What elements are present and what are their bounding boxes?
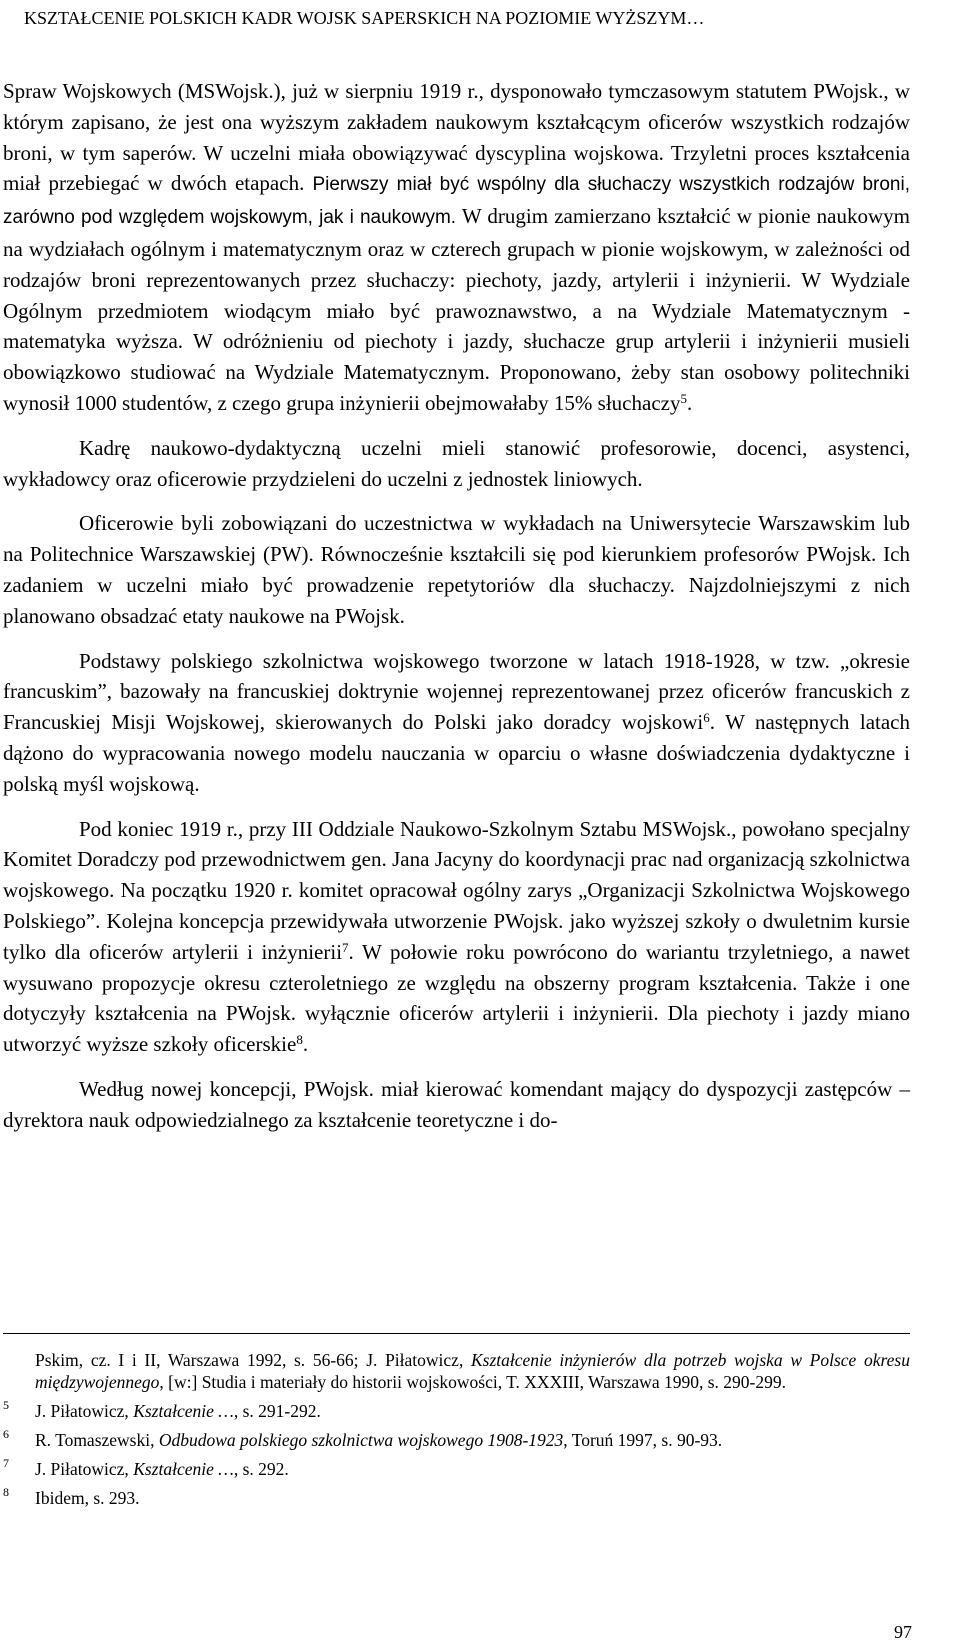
footnote-6: 6 R. Tomaszewski, Odbudowa polskiego szkolnictwa wojskowego 1908-1923, Toruń 1997, s. 90-93. <box>3 1429 910 1451</box>
footnote-7: 7 J. Piłatowicz, Kształcenie …, s. 292. <box>3 1458 910 1480</box>
footnote-mark: 5 <box>3 1398 9 1412</box>
footnote-mark: 8 <box>3 1485 9 1499</box>
footnote-mark: 7 <box>3 1456 9 1470</box>
footnote-8: 8 Ibidem, s. 293. <box>3 1487 910 1509</box>
footnote-ref-6[interactable]: 6 <box>703 710 710 726</box>
paragraph-3: Oficerowie byli zobowiązani do uczestnictwa w wykładach na Uniwersytecie Warszawskim lub na Politechnice Warszawskiej (PW). Równocześnie kształcili się pod kierunkiem profesorów PWojsk. Ich zadaniem w uczelni miało być prowadzenie repetytoriów dla słuchaczy. Najzdolniejszymi z nich planowano obsadzać etaty naukowe na PWojsk. <box>3 511 910 628</box>
paragraph-4: Podstawy polskiego szkolnictwa wojskowego tworzone w latach 1918-1928, w tzw. „okresie francuskim”, bazowały na francuskiej doktrynie wojennej reprezentowanej przez oficerów francuskich z Francuskiej Misji Wojskowej, skierowanych do Polski jako doradcy wojskowi$^6$. W następnych latach dążono do wypracowania nowego modelu nauczania w oparciu o własne doświadczenia dydaktyczne i polską myśl wojskową. <box>3 648 910 796</box>
footnote-5: 5 J. Piłatowicz, Kształcenie …, s. 291-292. <box>3 1400 910 1422</box>
paragraph-2: Kadrę naukowo-dydaktyczną uczelni mieli stanowić profesorowie, docenci, asystenci, wykładowcy oraz oficerowie przydzieleni do uczelni z jednostek liniowych. <box>3 435 910 491</box>
running-header: KSZTAŁCENIE POLSKICH KADR WOJSK SAPERSKICH NA POZIOMIE WYŻSZYM… <box>24 8 705 28</box>
sans-serif-sentence: Pierwszy miał być wspólny dla słuchaczy wszystkich rodzajów broni, zarówno pod względem wojskowym, jak i naukowym. <box>3 174 910 229</box>
main-text <box>3 76 910 1136</box>
footnote-ref-7[interactable]: 7 <box>342 939 349 955</box>
footnote-divider <box>3 1333 910 1334</box>
footnote-ref-8[interactable]: 8 <box>296 1032 303 1048</box>
paragraph-1: Spraw Wojskowych (MSWojsk.), już w sierpniu 1919 r., dysponowało tymczasowym statutem PWojsk., w którym zapisano, że jest ona wyższym zakładem naukowym kształcącym oficerów wszystkich rodzajów broni, w tym saperów. W uczelni miała obowiązywać dyscyplina wojskowa. Trzyletni proces kształcenia miał przebiegać w dwóch etapach. Pierwszy miał być wspólny dla słuchaczy wszystkich rodzajów broni, zarówno pod względem wojskowym, jak i naukowym. W drugim zamierzano kształcić w pionie naukowym na wydziałach ogólnym i matematycznym oraz w czterech grupach w pionie wojskowym, w zależności od rodzajów broni reprezentowanych przez słuchaczy: piechoty, jazdy, artylerii i inżynierii. W Wydziale Ogólnym przedmiotem wiodącym miało być prawoznawstwo, a na Wydziale Matematycznym - matematyka wyższa. W odróżnieniu od piechoty i jazdy, słuchacze grup artylerii i inżynierii musieli obowiązkowo studiować na Wydziale Matematycznym. Proponowano, żeby stan osobowy politechniki wynosił 1000 studentów, z czego grupa inżynierii obejmowałaby 15% słuchaczy$^5$. <box>3 79 910 415</box>
footnote-ref-5[interactable]: 5 <box>680 390 687 406</box>
paragraph-5: Pod koniec 1919 r., przy III Oddziale Naukowo-Szkolnym Sztabu MSWojsk., powołano specjalny Komitet Doradczy pod przewodnictwem gen. Jana Jacyny do koordynacji prac nad organizacją szkolnictwa wojskowego. Na początku 1920 r. komitet opracował ogólny zarys „Organizacji Szkolnictwa Wojskowego Polskiego”. Kolejna koncepcja przewidywała utworzenie PWojsk. jako wyższej szkoły o dwuletnim kursie tylko dla oficerów artylerii i inżynierii$^7$. W połowie roku powrócono do wariantu trzyletniego, a nawet wysuwano propozycje okresu czteroletniego ze względu na obszerny program kształcenia. Także i one dotyczyły kształcenia na PWojsk. wyłącznie oficerów artylerii i inżynierii. Dla piechoty i jazdy miano utworzyć wyższe szkoły oficerskie$^8$. <box>3 816 910 1057</box>
footnote-mark: 6 <box>3 1427 9 1441</box>
footnote-continued: Pskim, cz. I i II, Warszawa 1992, s. 56-66; J. Piłatowicz, Kształcenie inżynierów dla potrzeb wojska w Polsce okresu międzywojennego, [w:] Studia i materiały do historii wojskowości, T. XXXIII, Warszawa 1990, s. 290-299. <box>35 1350 910 1392</box>
footnotes <box>3 1349 910 1516</box>
paragraph-6: Według nowej koncepcji, PWojsk. miał kierować komendant mający do dyspozycji zastępców – dyrektora nauk odpowiedzialnego za kształcenie teoretyczne i do- <box>3 1076 910 1132</box>
page-number: 97 <box>894 1622 912 1642</box>
